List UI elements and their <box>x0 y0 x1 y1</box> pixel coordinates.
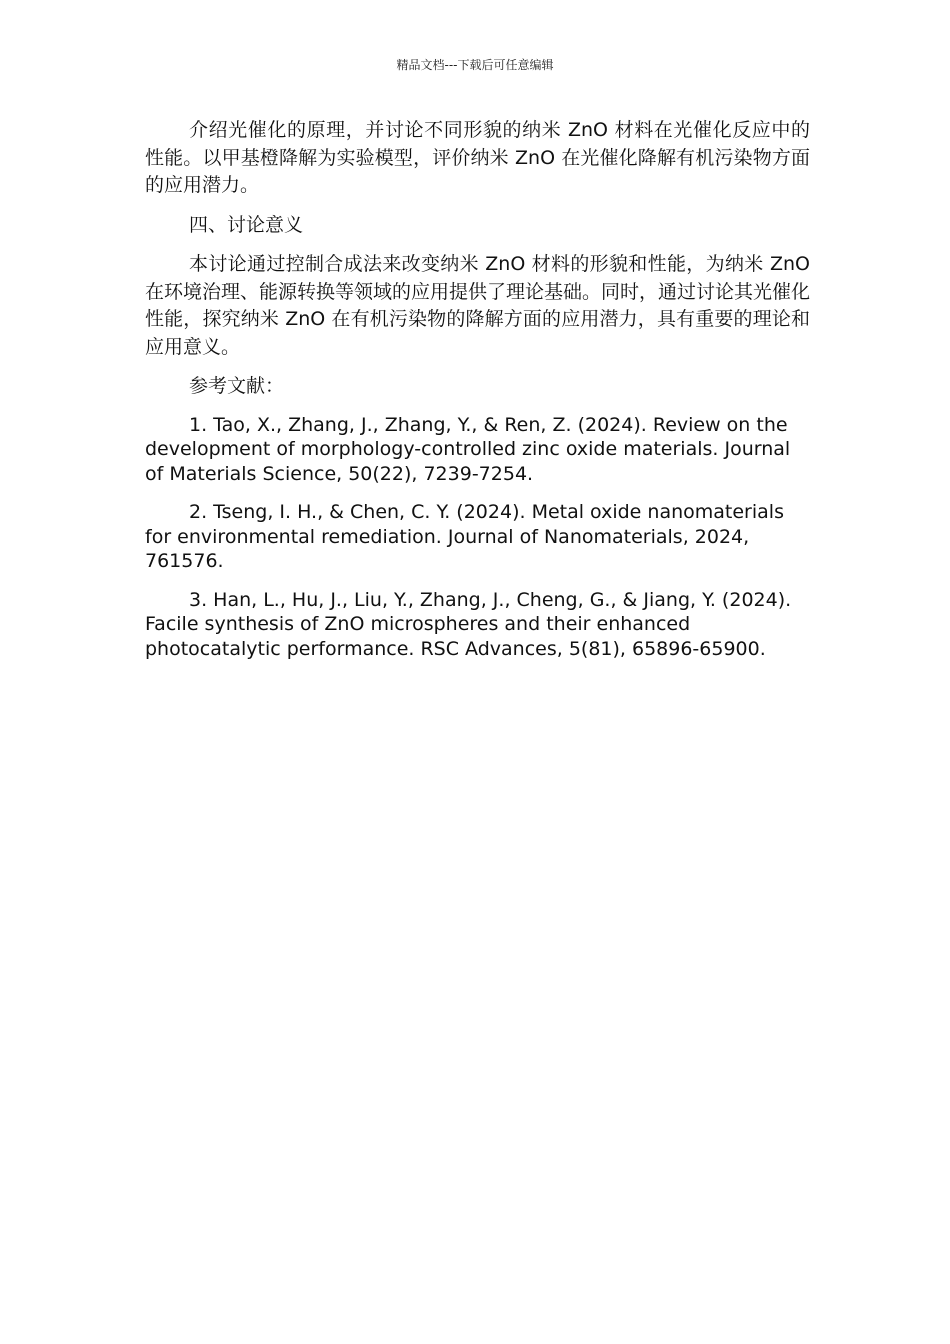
significance-paragraph: 本讨论通过控制合成法来改变纳米 ZnO 材料的形貌和性能，为纳米 ZnO 在环境治理、能源转换等领域的应用提供了理论基础。同时，通过讨论其光催化性能，探究纳米 ZnO 在有机污染物的降解方面的应用潜力，具有重要的理论和应用意义。 <box>145 253 811 358</box>
section-heading: 四、讨论意义 <box>189 213 304 236</box>
reference-item: 2. Tseng, I. H., & Chen, C. Y. (2024). Metal oxide nanomaterials for environmental remediation. Journal of Nanomaterials, 2024, 761576. <box>145 501 784 572</box>
intro-paragraph: 介绍光催化的原理，并讨论不同形貌的纳米 ZnO 材料在光催化反应中的性能。以甲基橙降解为实验模型，评价纳米 ZnO 在光催化降解有机污染物方面的应用潜力。 <box>145 119 810 196</box>
references-heading: 参考文献： <box>189 375 285 397</box>
page-header: 精品文档---下载后可任意编辑 <box>396 58 554 72</box>
reference-item: 1. Tao, X., Zhang, J., Zhang, Y., & Ren, Z. (2024). Review on the development of morphology-controlled zinc oxide materials. Journal of Materials Science, 50(22), 7239-7254. <box>145 413 791 485</box>
document-body <box>145 117 810 675</box>
reference-item: 3. Han, L., Hu, J., Liu, Y., Zhang, J., Cheng, G., & Jiang, Y. (2024). Facile synthesis of ZnO microspheres and their enhanced photocatalytic performance. RSC Advances, 5(81), 65896-65900. <box>145 588 792 660</box>
